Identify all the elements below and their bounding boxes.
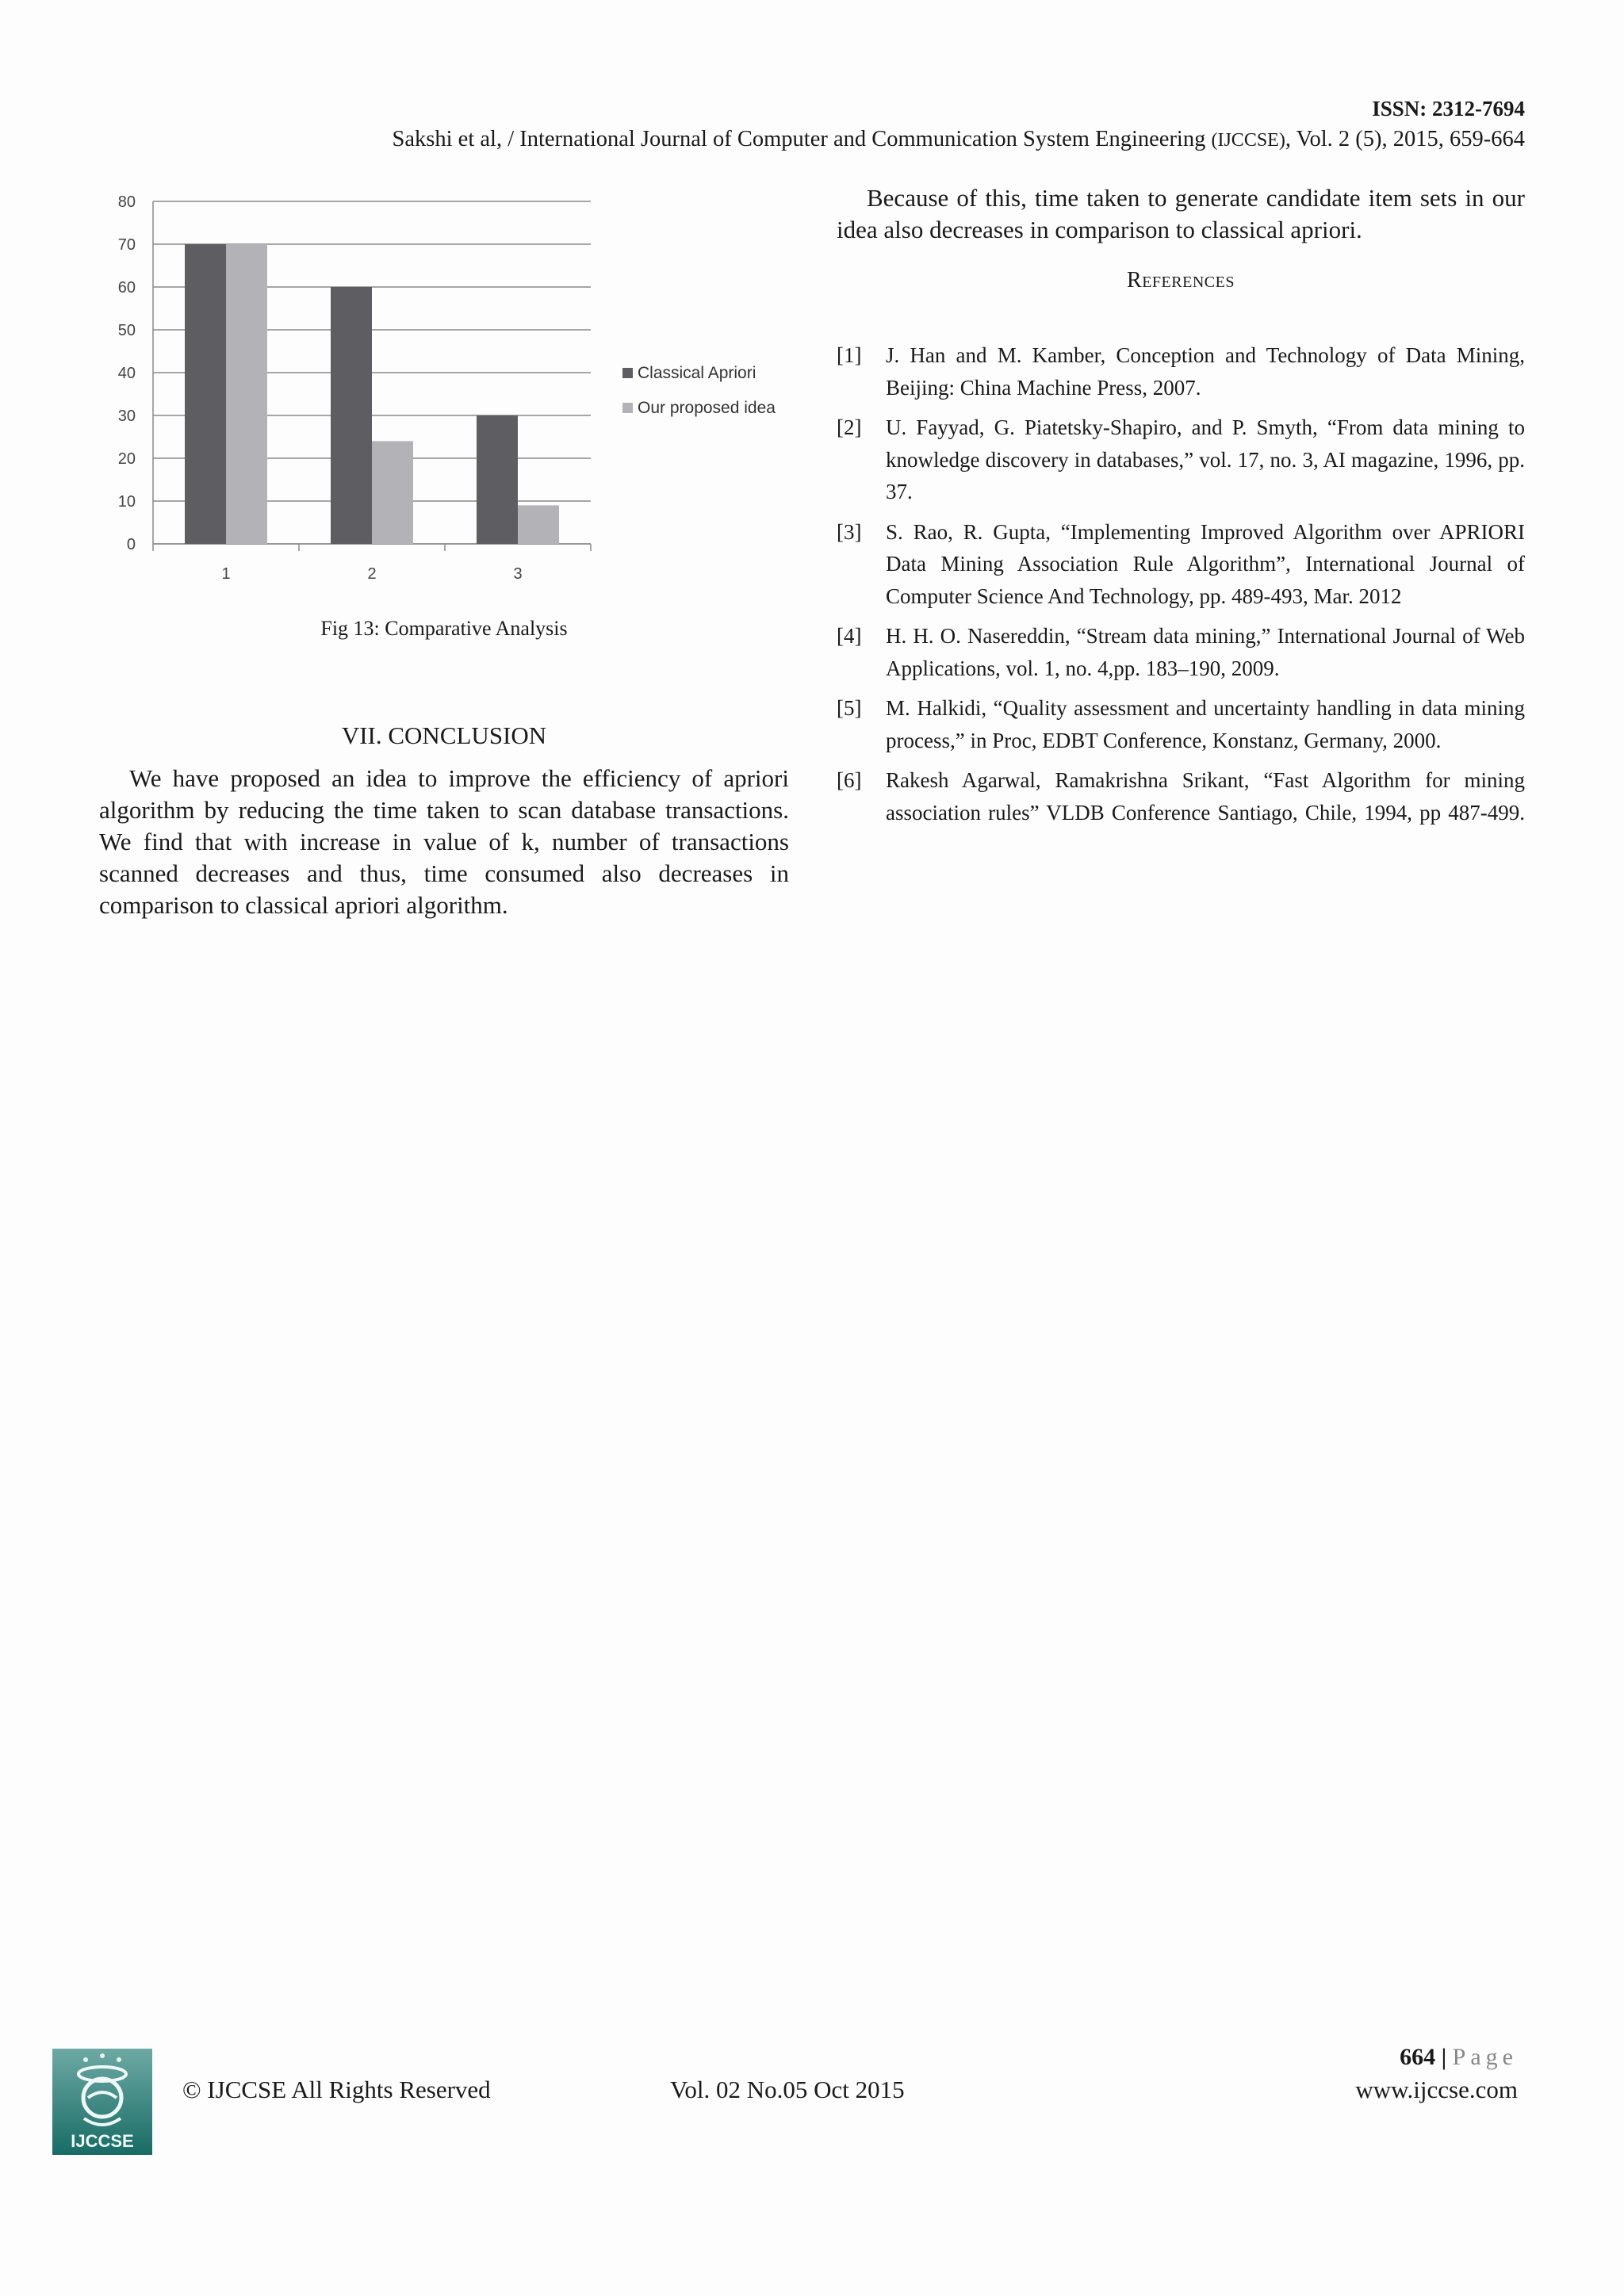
reference-number: [6] [837,768,862,792]
reference-number: [2] [837,415,862,439]
y-tick-label: 30 [117,408,136,425]
reference-item [837,764,1525,828]
references-list [837,339,1525,836]
intro-paragraph: Because of this, time taken to generate candidate item sets in our idea also decreases in comparison to classical apriori. [837,184,1525,243]
y-tick-label: 50 [117,322,136,339]
y-tick-label: 20 [117,450,136,468]
page-number-value: 664 [1400,2044,1436,2070]
reference-item [837,411,1525,508]
legend-swatch [622,368,633,378]
x-tick-label: 1 [221,565,231,583]
reference-number: [4] [837,624,862,648]
bar [518,505,559,544]
journal-citation-main: Sakshi et al, / International Journal of Computer and Communication System Engineering [392,127,1212,151]
bar [372,441,413,544]
conclusion-heading: VII. CONCLUSION [341,721,547,749]
legend-label: Our proposed idea [638,399,776,417]
journal-abbr: (IJCCSE) [1211,130,1285,151]
logo-text: IJCCSE [71,2131,134,2151]
comparative-bar-chart [99,182,797,595]
reference-text: H. H. O. Nasereddin, “Stream data mining,” International Journal of Web Applications, vol. 1, no. 4,pp. 183–190, 2009. [886,624,1525,680]
copyright: © IJCCSE All Rights Reserved [182,2076,491,2103]
reference-text: M. Halkidi, “Quality assessment and uncertainty handling in data mining process,” in Proc, EDBT Conference, Konstanz, Germany, 2000. [886,696,1525,752]
ijccse-logo [52,2049,152,2155]
reference-item [837,692,1525,756]
journal-url[interactable]: www.ijccse.com [1355,2076,1518,2103]
y-tick-label: 80 [117,193,136,211]
volume-info: Vol. 02 No.05 Oct 2015 [670,2076,905,2103]
bar [331,287,372,544]
issn: ISSN: 2312-7694 [1372,97,1525,121]
references-heading: References [1127,268,1235,293]
bar [185,244,226,544]
reference-text: S. Rao, R. Gupta, “Implementing Improved Algorithm over APRIORI Data Mining Association Rule Algorithm”, International Journal of Computer Science And Technology, pp. 489-493, Mar. 2012 [886,519,1525,608]
journal-citation [393,127,1525,152]
reference-text: Rakesh Agarwal, Ramakrishna Srikant, “Fast Algorithm for mining association rules” VLDB Conference Santiago, Chile, 1994, pp 487-499. [886,768,1525,825]
y-tick-label: 40 [117,365,136,382]
x-tick-label: 3 [513,565,523,583]
reference-number: [3] [837,519,862,544]
reference-item [837,620,1525,684]
reference-item [837,339,1525,404]
page-word: Page [1452,2044,1518,2070]
reference-text: J. Han and M. Kamber, Conception and Technology of Data Mining, Beijing: China Machine Press, 2007. [886,343,1525,400]
y-tick-label: 10 [117,493,136,511]
figure-caption: Fig 13: Comparative Analysis [320,617,568,640]
bar [477,415,518,544]
reference-text: U. Fayyad, G. Piatetsky-Shapiro, and P. Smyth, “From data mining to knowledge discovery in databases,” vol. 17, no. 3, AI magazine, 1996, pp. 37. [886,415,1525,503]
y-tick-label: 0 [126,536,136,553]
legend-label: Classical Apriori [638,364,756,382]
page-number [1400,2044,1518,2071]
reference-item [837,516,1525,613]
reference-number: [1] [837,343,862,367]
y-tick-label: 70 [117,236,136,254]
x-tick-label: 2 [367,565,377,583]
page-separator: | [1441,2044,1447,2070]
bar [226,244,267,544]
journal-citation-tail: , Vol. 2 (5), 2015, 659-664 [1285,127,1525,151]
conclusion-paragraph: We have proposed an idea to improve the efficiency of apriori algorithm by reducing the time taken to scan database transactions. We find that with increase in value of k, number of transactions scanned decreases and thus, time consumed also decreases in comparison to classical apriori algorithm. [99,764,789,919]
legend-swatch [622,403,633,413]
reference-number: [5] [837,696,862,720]
y-tick-label: 60 [117,279,136,297]
